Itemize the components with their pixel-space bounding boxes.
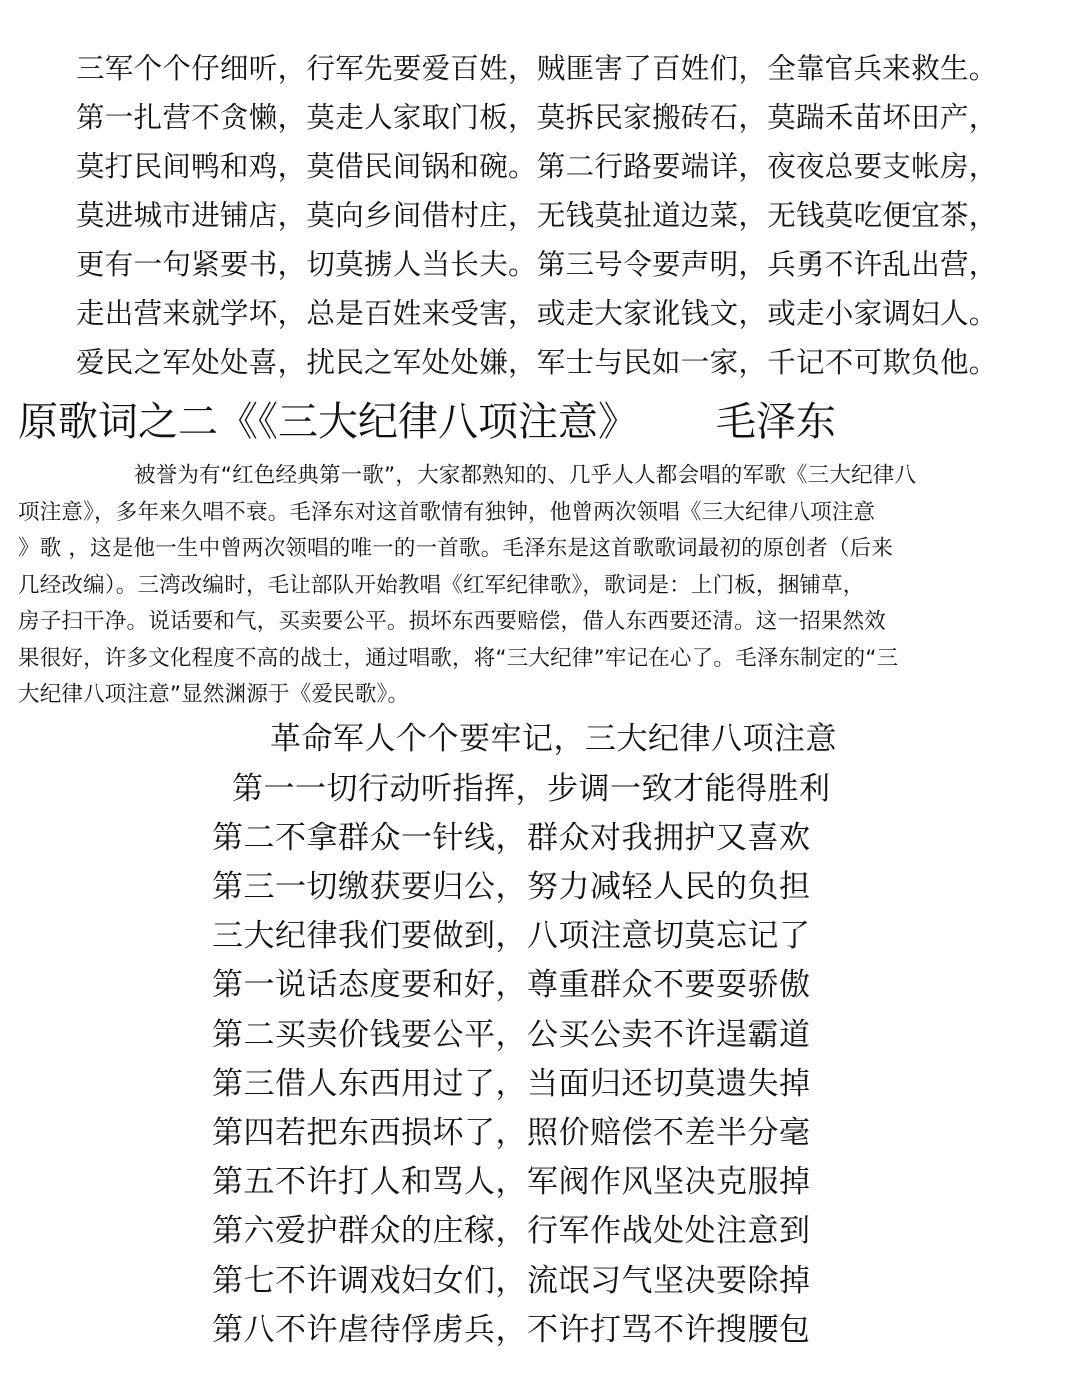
lyric-line: 第五不许打人和骂人，军阀作风坚决克服掉 [212, 1164, 811, 1200]
lyric-line: 第八不许虐待俘虏兵，不许打骂不许搜腰包 [212, 1312, 811, 1348]
paragraph-line: 果很好，许多文化程度不高的战士，通过唱歌，将“三大纪律”牢记在心了。毛泽东制定的“三 [18, 645, 899, 671]
lyric-line: 走出营来就学坏，总是百姓来受害，或走大家讹钱文，或走小家调妇人。 [76, 297, 998, 330]
lyric-line: 第四若把东西损坏了，照价赔偿不差半分毫 [212, 1115, 811, 1151]
lyric-line: 第三一切缴获要归公，努力减轻人民的负担 [212, 869, 811, 905]
lyric-line: 更有一句紧要书，切莫掳人当长夫。第三号令要声明，兵勇不许乱出营， [76, 248, 998, 281]
lyric-line: 第一一切行动听指挥，步调一致才能得胜利 [232, 771, 831, 807]
paragraph-line: 项注意》，多年来久唱不衰。毛泽东对这首歌情有独钟，他曾两次领唱《三大纪律八项注意 [18, 499, 876, 525]
lyric-line: 第一扎营不贪懒，莫走人家取门板，莫拆民家搬砖石，莫踹禾苗坏田产， [76, 101, 998, 134]
paragraph-line: 几经改编）。三湾改编时，毛让部队开始教唱《红军纪律歌》，歌词是：上门板，捆铺草， [18, 572, 865, 598]
lyric-line: 第二不拿群众一针线，群众对我拥护又喜欢 [212, 820, 811, 856]
section-author: 毛泽东 [716, 399, 836, 445]
intro-paragraph [18, 458, 1062, 714]
paragraph-line: 》歌 ，这是他一生中曾两次领唱的唯一的一首歌。毛泽东是这首歌歌词最初的原创者（后来 [18, 536, 894, 561]
section-title: 原歌词之二《《三大纪律八项注意》 [18, 399, 638, 445]
lyric-line: 莫打民间鸭和鸡，莫借民间锅和碗。第二行路要端详，夜夜总要支帐房， [76, 150, 998, 183]
lyric-line: 第六爱护群众的庄稼，行军作战处处注意到 [212, 1213, 811, 1249]
paragraph-line: 被誉为有“红色经典第一歌”，大家都熟知的、几乎人人都会唱的军歌《三大纪律八 [134, 463, 917, 488]
paragraph-line: 房子扫干净。说话要和气，买卖要公平。损坏东西要赔偿，借人东西要还清。这一招果然效 [18, 609, 887, 634]
lyric-line: 第三借人东西用过了，当面归还切莫遗失掉 [212, 1066, 811, 1102]
lyric-line: 三军个个仔细听，行军先要爱百姓，贼匪害了百姓们，全靠官兵来救生。 [76, 52, 998, 85]
lyric-line: 革命军人个个要牢记，三大纪律八项注意 [270, 721, 837, 757]
lyric-line: 莫进城市进铺店，莫向乡间借村庄，无钱莫扯道边菜，无钱莫吃便宜茶， [76, 199, 998, 232]
lyric-line: 爱民之军处处喜，扰民之军处处嫌，军士与民如一家，千记不可欺负他。 [76, 346, 998, 379]
lyric-line: 三大纪律我们要做到，八项注意切莫忘记了 [212, 918, 811, 954]
lyric-line: 第一说话态度要和好，尊重群众不要耍骄傲 [212, 967, 811, 1003]
paragraph-line: 大纪律八项注意”显然渊源于《爱民歌》。 [18, 682, 410, 707]
lyric-line: 第二买卖价钱要公平，公买公卖不许逞霸道 [212, 1017, 811, 1053]
opening-song-lyrics [76, 44, 1036, 387]
section-heading [18, 396, 836, 448]
lyric-line: 第七不许调戏妇女们，流氓习气坚决要除掉 [212, 1263, 811, 1299]
